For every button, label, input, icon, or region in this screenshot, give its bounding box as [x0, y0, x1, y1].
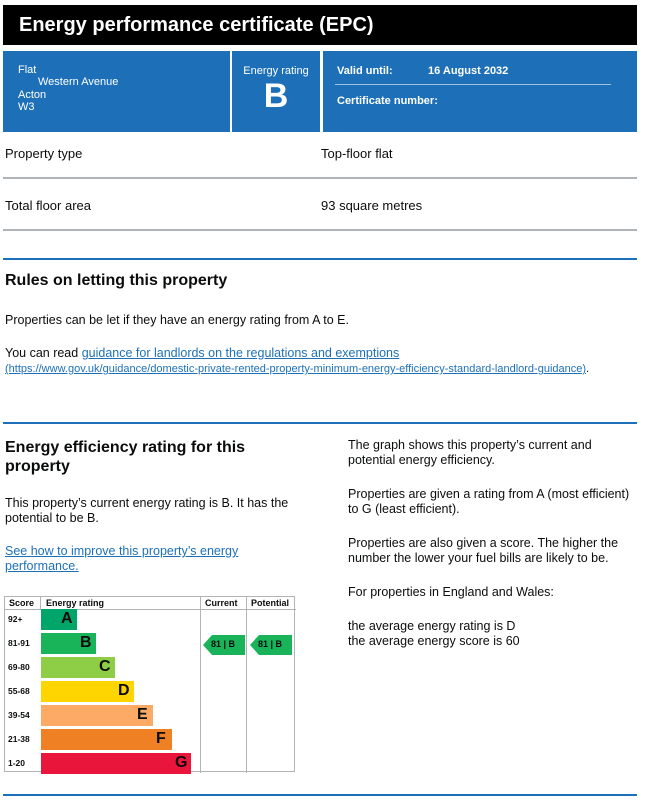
- chart-column-line: [40, 597, 41, 609]
- certificate-number-label: Certificate number:: [337, 95, 438, 107]
- chart-head-potential: Potential: [251, 598, 290, 608]
- chart-column-line: [246, 597, 247, 773]
- property-type-label: Property type: [5, 146, 83, 161]
- rating-band-g: [5, 753, 200, 774]
- valid-until-label: Valid until:: [337, 65, 393, 77]
- band-score: 1-20: [8, 758, 26, 768]
- chart-column-line: [200, 597, 201, 773]
- band-letter: A: [61, 610, 73, 627]
- average-score-text: the average energy score is 60: [348, 634, 520, 648]
- rating-band-a: [5, 609, 200, 630]
- band-letter: C: [99, 658, 111, 675]
- efficiency-heading: Energy efficiency rating for this property: [5, 439, 246, 475]
- guidance-prefix: You can read: [5, 346, 82, 360]
- section-divider: [3, 794, 637, 796]
- energy-rating-label: Energy rating: [243, 65, 309, 77]
- chart-head-current: Current: [205, 598, 238, 608]
- england-wales-text: For properties in England and Wales:: [348, 585, 554, 599]
- rating-band-e: [5, 705, 200, 726]
- rating-band-d: [5, 681, 200, 702]
- property-type-value: Top-floor flat: [321, 146, 393, 161]
- address-panel: [3, 51, 230, 132]
- page-title: Energy performance certificate (EPC): [3, 5, 637, 45]
- chart-head-rating: Energy rating: [46, 598, 105, 608]
- band-bar: [41, 729, 172, 750]
- band-score: 39-54: [8, 710, 30, 720]
- score-explainer: Properties are also given a score. The higher the number the lower your fuel bills are likely to be.: [348, 536, 619, 565]
- guidance-link[interactable]: guidance for landlords on the regulations and exemptions: [81, 346, 400, 360]
- letting-heading: Rules on letting this property: [5, 272, 228, 289]
- guidance-url-link[interactable]: (https://www.gov.uk/guidance/domestic-private-rented-property-minimum-energy-efficiency-standard-landlord-guidance): [5, 363, 587, 375]
- energy-rating-letter: B: [263, 77, 289, 115]
- band-bar: [41, 753, 191, 774]
- letting-paragraph: Properties can be let if they have an energy rating from A to E.: [5, 313, 349, 327]
- address-line-3: Acton: [18, 89, 47, 101]
- divider: [3, 177, 637, 179]
- section-divider: [3, 258, 637, 260]
- band-letter: D: [118, 682, 130, 699]
- section-divider: [3, 422, 637, 424]
- band-score: 81-91: [8, 638, 30, 648]
- band-letter: F: [156, 730, 166, 747]
- rating-band-f: [5, 729, 200, 750]
- band-score: 69-80: [8, 662, 30, 672]
- address-line-2: Western Avenue: [38, 76, 119, 88]
- rating-explainer: Properties are given a rating from A (most efficient) to G (least efficient).: [348, 487, 630, 516]
- band-score: 21-38: [8, 734, 30, 744]
- address-line-1: Flat: [18, 64, 37, 76]
- band-letter: E: [137, 706, 148, 723]
- average-rating-text: the average energy rating is D: [348, 619, 516, 633]
- band-score: 92+: [8, 614, 23, 624]
- guidance-paragraph: [5, 346, 605, 377]
- potential-rating-arrow-label: 81 | B: [258, 639, 283, 649]
- current-rating-arrow: [203, 635, 245, 655]
- band-letter: G: [175, 754, 188, 771]
- chart-head-score: Score: [9, 598, 35, 608]
- graph-explainer: The graph shows this property’s current and potential energy efficiency.: [348, 438, 592, 467]
- improve-performance-link[interactable]: See how to improve this property’s energy performance.: [5, 544, 239, 573]
- certificate-panel: [323, 51, 637, 132]
- floor-area-value: 93 square metres: [321, 198, 423, 213]
- energy-rating-panel: [232, 51, 320, 132]
- current-rating-text: This property’s current energy rating is B. It has the potential to be B.: [5, 496, 289, 525]
- address-postcode: W3: [18, 101, 35, 113]
- band-score: 55-68: [8, 686, 30, 696]
- energy-rating-chart: [4, 596, 295, 772]
- valid-until-date: 16 August 2032: [428, 65, 509, 77]
- rating-band-c: [5, 657, 200, 678]
- current-rating-arrow-label: 81 | B: [211, 639, 236, 649]
- potential-rating-arrow: [250, 635, 292, 655]
- rating-band-b: [5, 633, 200, 654]
- floor-area-label: Total floor area: [5, 198, 91, 213]
- guidance-suffix: .: [586, 363, 590, 375]
- panel-divider: [335, 84, 611, 85]
- band-letter: B: [80, 634, 92, 651]
- divider: [3, 229, 637, 231]
